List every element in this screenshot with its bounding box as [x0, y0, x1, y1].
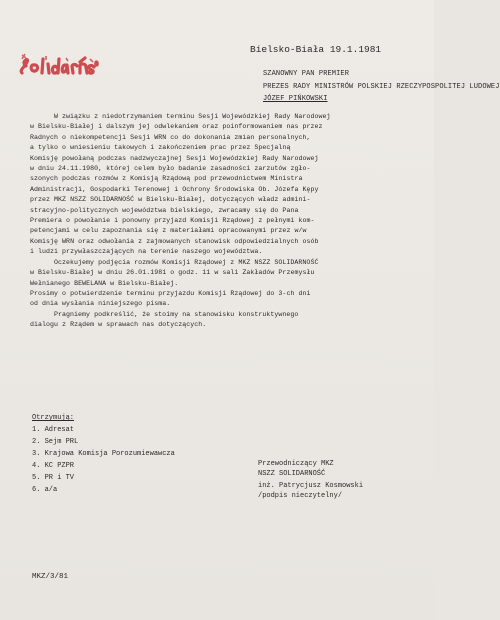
body-line: w Bielsku-Białej w dniu 26.01.1981 o godz. 11 w sali Zakładów Przemysłu [30, 269, 315, 277]
distribution-list [32, 412, 175, 496]
body-line: w Bielsku-Białej i dalszym jej odwlekaniem oraz poinformowaniem nas przez [30, 123, 323, 131]
signature-line: NSZZ SOLIDARNOŚĆ [258, 470, 326, 478]
body-line: Wełnianego BEWELANA w Bielsku-Białej. [30, 279, 179, 287]
letter-body [30, 112, 420, 331]
body-line: petencjami w celu zapoznania się z materiałami opracowanymi przez w/w [30, 227, 307, 235]
reference-number: MKZ/3/81 [32, 573, 69, 581]
signature-block [258, 459, 363, 501]
signature-line: inż. Patrycjusz Kosmowski [258, 482, 364, 490]
body-line: Komisję WRN oraz odwołania z zajmowanych stanowisk odpowiedzialnych osób [30, 237, 319, 245]
distribution-item: 3. Krajowa Komisja Porozumiewawcza [32, 450, 175, 458]
addressee-line: PREZES RADY MINISTRÓW POLSKIEJ RZECZYPOSPOLITEJ LUDOWEJ [263, 82, 500, 91]
body-line: a tylko o wniesieniu takowych i zakończeniem prac przez Specjalną [30, 144, 291, 152]
body-line: w dniu 24.11.1980, której celem było badanie zasadności zarzutów zgło- [30, 165, 311, 173]
body-line: Radnych o niekompetencji Sesji WRN co do dokonania zmian personalnych, [30, 133, 311, 141]
addressee-line: JÓZEF PIŃKOWSKI [263, 95, 328, 103]
addressee-block [263, 68, 500, 106]
body-line: Oczekujemy podjęcia rozmów Komisji Rządowej z MKZ NSZZ SOLIDARNOŚĆ [54, 258, 319, 266]
body-line: przez MKZ NSZZ SOLIDARNOŚĆ w Bielsku-Białej, dotyczących władz admini- [30, 196, 311, 204]
body-line: Komisję powołaną podczas nadzwyczajnej Sesji Wojewódzkiej Rady Narodowej [30, 154, 319, 162]
body-line: i ludzi przywłaszczających na terenie naszego województwa. [30, 248, 263, 256]
distribution-item: 2. Sejm PRL [32, 438, 79, 446]
distribution-item: 4. KC PZPR [32, 462, 75, 470]
body-line: W związku z niedotrzymaniem terminu Sesji Wojewódzkiej Rady Narodowej [54, 113, 331, 120]
body-line: Pragniemy podkreślić, że stoimy na stanowisku konstruktywnego [54, 310, 299, 318]
body-line: dialogu z Rządem w sprawach nas dotyczących. [30, 321, 207, 329]
signature-line: Przewodniczący MKZ [258, 460, 334, 468]
distribution-item: 1. Adresat [32, 426, 75, 434]
signature-line: /podpis nieczytelny/ [258, 492, 343, 500]
distribution-item: 6. a/a [32, 486, 58, 494]
distribution-item: 5. PR i TV [32, 474, 75, 482]
body-line: stracyjno-politycznych województwa bielskiego, zwracamy się do Pana [30, 206, 299, 214]
addressee-line: SZANOWNY PAN PREMIER [263, 70, 350, 78]
body-line: szonych podczas rozmów z Komisją Rządową pod przewodnictwem Ministra [30, 175, 303, 183]
solidarnosc-logo [16, 42, 100, 82]
distribution-title: Otrzymują: [32, 414, 75, 422]
body-line: Premiera o powołanie i ponowny przyjazd Komisji Rządowej z pełnymi kom- [30, 217, 315, 225]
body-line: Prosimy o potwierdzenie terminu przyjazdu Komisji Rządowej do 3-ch dni [30, 289, 311, 297]
body-line: Administracji, Gospodarki Terenowej i Ochrony Środowiska Ob. Józefa Kępy [30, 185, 319, 193]
document-date: Bielsko-Biała 19.1.1981 [250, 44, 382, 55]
body-line: od dnia wysłania niniejszego pisma. [30, 300, 171, 308]
